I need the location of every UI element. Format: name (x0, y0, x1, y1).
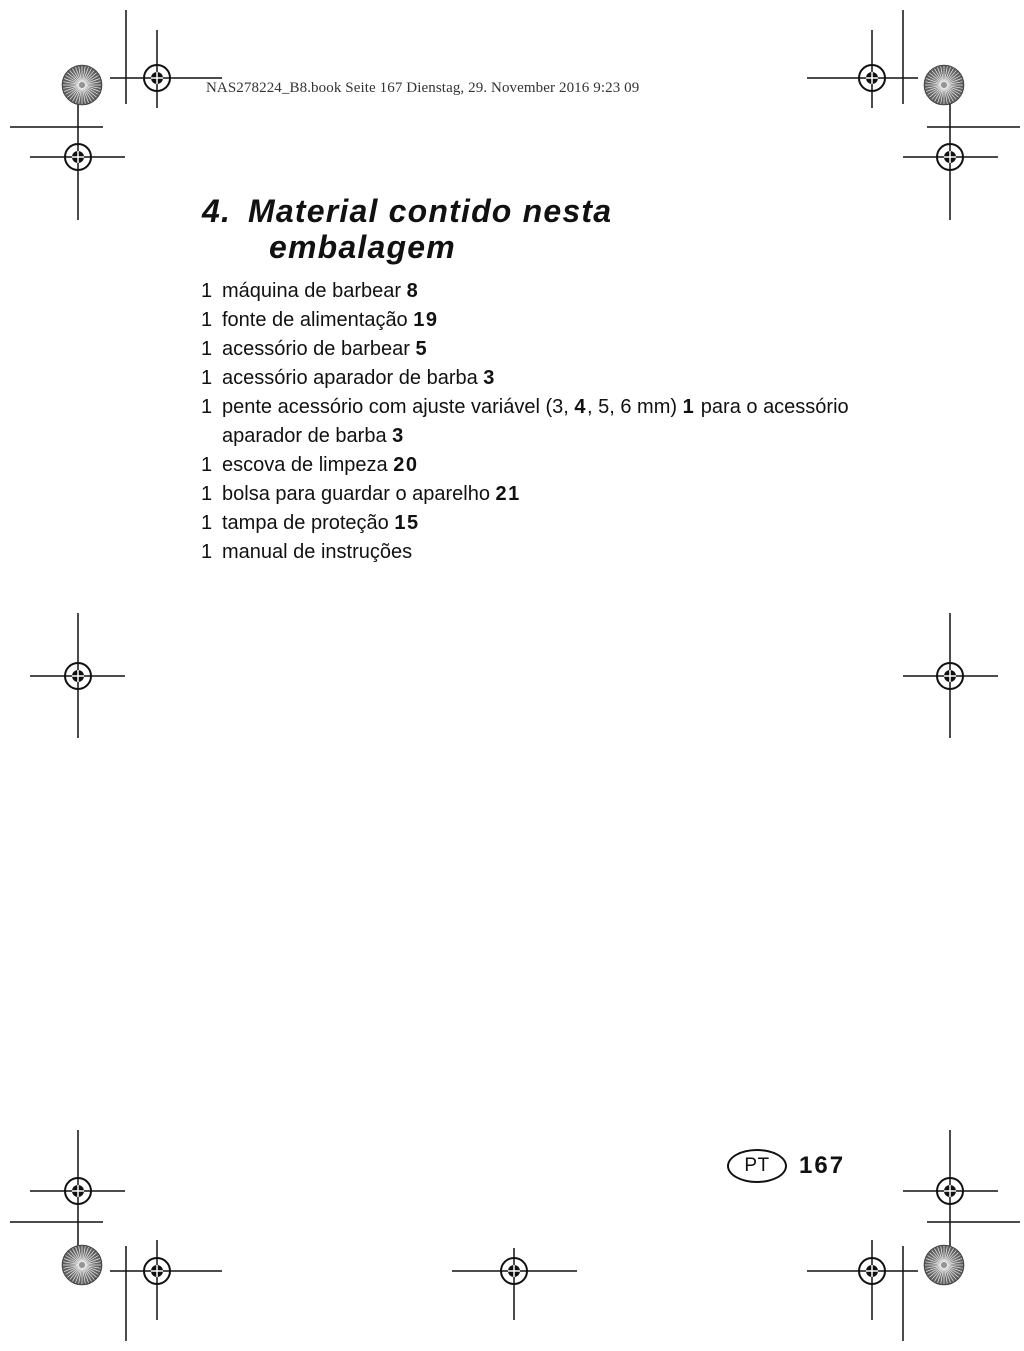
section-title-line2: embalagem (269, 229, 456, 265)
list-item (201, 538, 862, 567)
item-text: pente acessório com ajuste variável (3, (222, 396, 569, 418)
item-quantity: 1 (201, 512, 213, 534)
list-item (201, 509, 862, 538)
item-reference: 21 (495, 483, 521, 505)
language-badge: PT (727, 1149, 787, 1183)
list-item (201, 277, 862, 306)
item-reference: 5 (415, 338, 429, 360)
page-footer (727, 1149, 845, 1183)
package-contents-list (201, 277, 862, 567)
item-reference: 1 (682, 396, 696, 418)
item-quantity: 1 (201, 309, 213, 331)
item-reference: 20 (393, 454, 419, 476)
page-number: 167 (799, 1152, 846, 1179)
item-reference: 3 (392, 425, 405, 447)
section-heading (202, 193, 612, 265)
item-reference: 8 (406, 280, 420, 302)
item-text: acessório de barbear (222, 338, 410, 360)
item-text: bolsa para guardar o aparelho (222, 483, 490, 505)
section-number: 4. (202, 193, 232, 229)
item-text: manual de instruções (222, 541, 413, 563)
item-reference: 19 (413, 309, 439, 331)
list-item (201, 364, 862, 393)
item-quantity: 1 (201, 280, 213, 302)
item-quantity: 1 (201, 396, 213, 418)
list-item (201, 335, 862, 364)
list-item (201, 480, 862, 509)
item-text: tampa de proteção (222, 512, 389, 534)
item-quantity: 1 (201, 454, 213, 476)
item-quantity: 1 (201, 541, 213, 563)
item-text: escova de limpeza (222, 454, 388, 476)
list-item (201, 451, 862, 480)
item-text: acessório aparador de barba (222, 367, 478, 389)
item-reference: 4 (574, 396, 588, 418)
item-quantity: 1 (201, 367, 213, 389)
item-text: para o acessório aparador de barba (222, 396, 849, 447)
list-item (201, 393, 862, 451)
item-text: fonte de alimentação (222, 309, 408, 331)
item-reference: 3 (483, 367, 496, 389)
item-reference: 15 (394, 512, 420, 534)
print-slug: NAS278224_B8.book Seite 167 Dienstag, 29. November 2016 9:23 09 (206, 80, 640, 96)
section-title-line1: Material contido nesta (248, 193, 613, 229)
list-item (201, 306, 862, 335)
item-text: máquina de barbear (222, 280, 402, 302)
item-text: , 5, 6 mm) (587, 396, 678, 418)
item-quantity: 1 (201, 338, 213, 360)
item-quantity: 1 (201, 483, 213, 505)
